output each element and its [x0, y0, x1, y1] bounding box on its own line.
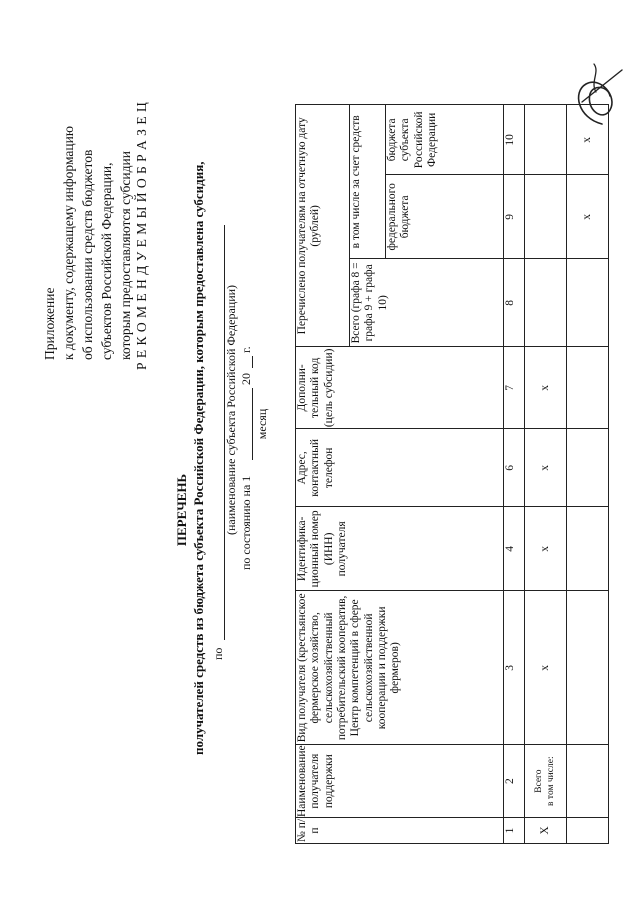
header-regional-budget: бюджета субъекта Российской Федерации [386, 105, 504, 175]
header-recipient-name: Наименование получателя поддержки [296, 745, 504, 818]
recipients-table [295, 104, 609, 844]
column-number: 7 [504, 347, 525, 429]
month-caption: месяц [255, 408, 269, 440]
empty-cell [567, 429, 609, 507]
header-address: Адрес, контактный телефон [296, 429, 504, 507]
appendix-sample-mark: Р Е К О М Е Н Д У Е М Ы Й О Б Р А З Е Ц [134, 101, 149, 370]
total-row-label: Всего в том числе: [525, 745, 567, 818]
column-number: 1 [504, 818, 525, 844]
empty-cell [567, 507, 609, 591]
empty-cell [567, 818, 609, 844]
column-number: 8 [504, 259, 525, 347]
appendix-line-3: об использовании средств бюджетов [80, 149, 95, 360]
appendix-line-4: субъектов Российской Федерации, [99, 162, 114, 360]
table-row-total [525, 105, 567, 844]
column-number: 3 [504, 591, 525, 745]
total-row-inn-x: х [525, 507, 567, 591]
column-number: 10 [504, 105, 525, 175]
table-row-empty [567, 105, 609, 844]
total-row-type-x: х [525, 591, 567, 745]
total-row-federal [525, 175, 567, 259]
empty-cell [567, 259, 609, 347]
document-subtitle: получателей средств из бюджета субъекта Российской Федерации, которым предоставлена субсидия, [191, 161, 206, 755]
total-row-address-x: х [525, 429, 567, 507]
last-row-regional-x: х [567, 105, 609, 175]
empty-cell [567, 347, 609, 429]
header-extra-code: Дополни-тельный код (цель субсидии) [296, 347, 504, 429]
header-including: в том числе за счет средств [350, 105, 386, 259]
total-row-code-x: х [525, 347, 567, 429]
column-number: 2 [504, 745, 525, 818]
header-inn: Идентифика-ционный номер (ИНН) получателя [296, 507, 504, 591]
year-line [252, 356, 253, 368]
subject-po-label: по [211, 647, 225, 660]
month-line [252, 388, 253, 460]
total-row-total [525, 259, 567, 347]
last-row-federal-x: х [567, 175, 609, 259]
column-number: 6 [504, 429, 525, 507]
year-suffix: г. [239, 346, 253, 353]
header-recipient-type: Вид получателя (крестьянское фермерское хозяйство, сельскохозяйственный потребительский кооператив, Центр компетенций в сфере сельскохозяйственной кооперации и поддержки фермеров) [296, 591, 504, 745]
header-total: Всего (графа 8 = графа 9 + графа 10) [350, 259, 504, 347]
date-prefix: по состоянию на 1 [239, 475, 253, 570]
appendix-line-1: Приложение [42, 287, 57, 360]
appendix-line-2: к документу, содержащему информацию [61, 126, 76, 360]
signature-image [560, 57, 630, 132]
subject-name-caption: (наименование субъекта Российской Федерации) [224, 284, 238, 535]
appendix-line-5: которым предоставляются субсидии [118, 151, 133, 360]
header-federal-budget: федерального бюджета [386, 175, 504, 259]
column-number: 9 [504, 175, 525, 259]
year-prefix: 20 [239, 373, 253, 385]
header-num: № п/п [296, 818, 504, 844]
document-title: ПЕРЕЧЕНЬ [174, 473, 189, 547]
column-number: 4 [504, 507, 525, 591]
total-row-mark: Х [525, 818, 567, 844]
empty-cell [567, 745, 609, 818]
empty-cell [567, 591, 609, 745]
header-transferred: Перечислено получателям на отчетную дату (рублей) [296, 105, 350, 347]
